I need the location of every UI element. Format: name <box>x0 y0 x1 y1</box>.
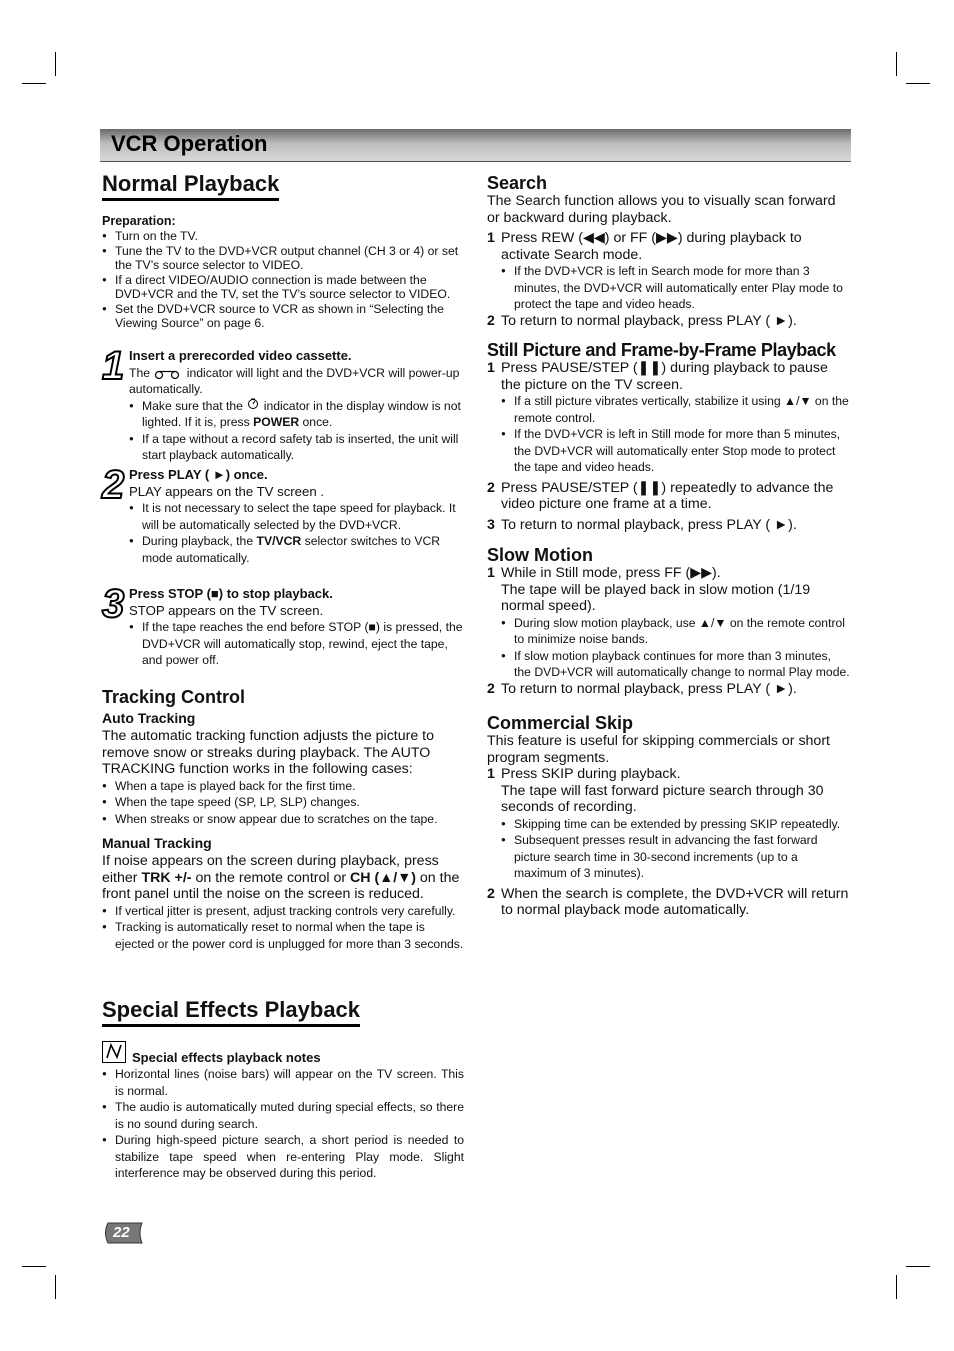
step-number: 3 <box>102 582 125 626</box>
banner-title: VCR Operation <box>111 131 268 156</box>
list-item: ● The audio is automatically muted during special effects, so there is no sound during search. <box>102 1099 464 1132</box>
list-item: ● If the DVD+VCR is left in Search mode for more than 3 minutes, the DVD+VCR will automatically enter Play mode to protect the tape and video heads. <box>501 263 851 313</box>
list-item: ● Turn on the TV. <box>102 229 464 244</box>
preparation-label: Preparation: <box>102 214 176 228</box>
list-item: ● If vertical jitter is present, adjust tracking controls very carefully. <box>102 903 464 920</box>
preparation-block <box>102 214 464 331</box>
search-intro: The Search function allows you to visually scan forward or backward during playback. <box>487 193 836 226</box>
list-item: ● If a tape without a record safety tab is inserted, the unit will start playback automatically. <box>129 431 463 464</box>
manual-tracking-text: If noise appears on the screen during playback, press either TRK +/- on the remote control or CH (▲/▼) on the front panel until the noise on the screen is reduced. <box>102 853 460 902</box>
list-item: 1 While in Still mode, press FF (▶▶). <box>487 565 721 581</box>
list-item: ● During slow motion playback, use ▲/▼ on the remote control to minimize noise bands. <box>501 615 851 648</box>
list-item: ● Tune the TV to the DVD+VCR output channel (CH 3 or 4) or set the TV’s source selector to VIDEO. <box>102 244 464 273</box>
list-item: ● If a still picture vibrates vertically, stabilize it using ▲/▼ on the remote control. <box>501 393 851 426</box>
list-item: 2 When the search is complete, the DVD+VCR will return to normal playback mode automatically. <box>487 885 849 918</box>
step-number: 1 <box>102 344 125 388</box>
crop-mark <box>906 83 930 84</box>
step-number: 2 <box>102 463 125 507</box>
step-3 <box>129 586 463 669</box>
notes-label: Special effects playback notes <box>132 1050 321 1065</box>
step-2 <box>129 467 463 566</box>
timer-icon <box>246 398 260 410</box>
tracking-section <box>102 686 464 952</box>
slow-motion-heading: Slow Motion <box>487 545 593 565</box>
auto-tracking-text: The automatic tracking function adjusts the picture to remove snow or streaks during playback. The AUTO TRACKING function works in the following cases: <box>102 728 435 777</box>
list-item: 1 Press SKIP during playback. <box>487 766 681 782</box>
list-item: ● When streaks or snow appear due to scratches on the tape. <box>102 811 464 828</box>
still-heading: Still Picture and Frame-by-Frame Playback <box>487 340 836 360</box>
step-text: STOP appears on the TV screen. <box>129 602 324 618</box>
list-item: ● Set the DVD+VCR source to VCR as shown in “Selecting the Viewing Source” on page 6. <box>102 302 464 331</box>
list-item: ● If a direct VIDEO/AUDIO connection is made between the DVD+VCR and the TV, set the TV’s source selector to VIDEO. <box>102 273 464 302</box>
step-text: The <box>129 365 151 380</box>
list-item: ● During playback, the TV/VCR selector switches to VCR mode automatically. <box>129 533 463 566</box>
normal-playback-heading: Normal Playback <box>102 171 279 201</box>
tracking-heading: Tracking Control <box>102 687 246 707</box>
cassette-icon <box>153 368 183 378</box>
step-title: Press STOP (■) to stop playback. <box>129 586 333 601</box>
list-item: ● If slow motion playback continues for more than 3 minutes, the DVD+VCR will automatically change to normal Play mode. <box>501 648 851 681</box>
step-text: PLAY appears on the TV screen . <box>129 483 325 499</box>
auto-tracking-label: Auto Tracking <box>102 710 196 726</box>
list-item: ● Subsequent presses result in advancing the fast forward picture search time in 30-second increments (up to a maximum of 3 minutes). <box>501 832 851 882</box>
crop-mark <box>55 52 56 76</box>
right-column <box>487 173 851 919</box>
step-title: Insert a prerecorded video cassette. <box>129 348 352 363</box>
notes-list <box>102 1066 464 1182</box>
page-number: 22 <box>113 1224 130 1241</box>
list-item: ● If the DVD+VCR is left in Still mode for more than 5 minutes, the DVD+VCR will automatically enter Stop mode to protect the tape and video heads. <box>501 426 851 476</box>
list-item: 2 To return to normal playback, press PLAY ( ►). <box>487 312 797 329</box>
list-item: 2 To return to normal playback, press PLAY ( ►). <box>487 680 797 697</box>
step-1 <box>129 348 463 464</box>
list-item: ● Horizontal lines (noise bars) will appear on the TV screen. This is normal. <box>102 1066 464 1099</box>
skip-intro: This feature is useful for skipping commercials or short program segments. <box>487 733 830 766</box>
note-icon <box>102 1041 126 1063</box>
page-number-badge <box>102 1221 144 1245</box>
list-item: 2 Press PAUSE/STEP (❚❚) repeatedly to advance the video picture one frame at a time. <box>487 479 834 512</box>
list-item: ● It is not necessary to select the tape speed for playback. It will be automatically selected by the DVD+VCR. <box>129 500 463 533</box>
list-item: 1 Press REW (◀◀) or FF (▶▶) during playback to activate Search mode. <box>487 230 802 263</box>
crop-mark <box>55 1275 56 1299</box>
search-heading: Search <box>487 173 548 193</box>
slow-text: The tape will be played back in slow motion (1/19 normal speed). <box>501 581 811 614</box>
crop-mark <box>22 1266 46 1267</box>
list-item: 3 To return to normal playback, press PLAY ( ►). <box>487 516 797 533</box>
list-item: ● Skipping time can be extended by pressing SKIP repeatedly. <box>501 816 851 833</box>
crop-mark <box>896 52 897 76</box>
special-effects-heading: Special Effects Playback <box>102 997 360 1027</box>
list-item: ● When the tape speed (SP, LP, SLP) changes. <box>102 794 464 811</box>
crop-mark <box>906 1266 930 1267</box>
manual-tracking-label: Manual Tracking <box>102 835 212 851</box>
commercial-skip-heading: Commercial Skip <box>487 713 634 733</box>
crop-mark <box>896 1275 897 1299</box>
list-item: ● If the tape reaches the end before STOP (■) is pressed, the DVD+VCR will automatically stop, rewind, eject the tape, and power off. <box>129 619 463 669</box>
step-text: indicator will light and the DVD+VCR will power-up automatically. <box>129 365 460 396</box>
crop-mark <box>22 83 46 84</box>
list-item: ● Tracking is automatically reset to normal when the tape is ejected or the power cord is unplugged for more than 3 seconds. <box>102 919 464 952</box>
list-item: ● During high-speed picture search, a short period is needed to stabilize tape speed when re-entering Play mode. Slight interference may be observed during this period. <box>102 1132 464 1182</box>
list-item: ● Make sure that the indicator in the display window is not lighted. If it is, press POWER once. <box>129 398 463 431</box>
list-item: ● When a tape is played back for the first time. <box>102 778 464 795</box>
step-title: Press PLAY ( ►) once. <box>129 467 268 482</box>
section-banner <box>100 129 851 162</box>
list-item: 1 Press PAUSE/STEP (❚❚) during playback to pause the picture on the TV screen. <box>487 360 828 393</box>
skip-text: The tape will fast forward picture search through 30 seconds of recording. <box>501 782 824 815</box>
